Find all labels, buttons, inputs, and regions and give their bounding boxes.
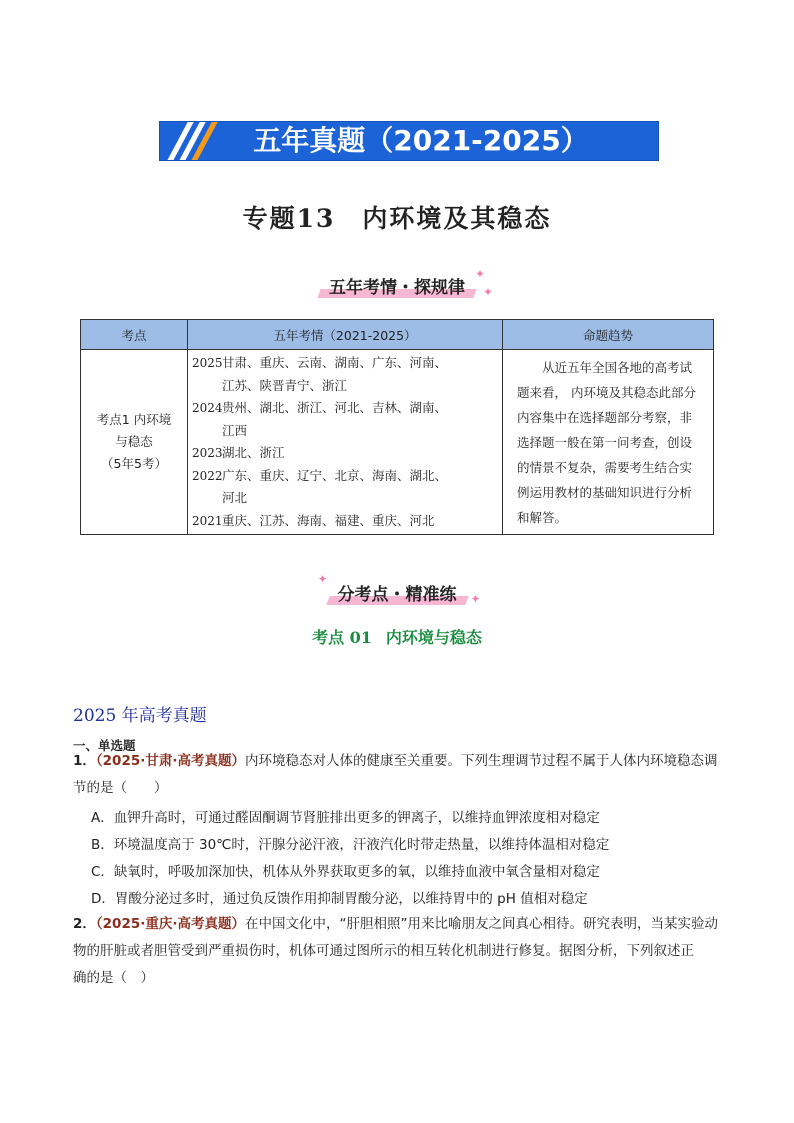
year-row [192, 465, 498, 510]
table-header: 考点 [81, 320, 188, 350]
province-line: 重庆、江苏、海南、福建、重庆、河北 [222, 512, 435, 528]
year-row [192, 442, 498, 465]
trend-cell [503, 350, 714, 535]
province-line: 河北 [222, 490, 248, 505]
question-stem: 节的是（ ） [73, 780, 168, 796]
banner-title: 五年真题（2021-2025） [253, 124, 589, 157]
kaodian-cell [81, 350, 188, 535]
kaodian-line: （5年5考） [101, 456, 167, 471]
kaodian-line: 与稳态 [115, 434, 153, 449]
province-line: 江苏、陕晋青宁、浙江 [222, 377, 348, 393]
year-row [192, 352, 498, 397]
kaodian-heading [0, 625, 794, 648]
option-d: D．胃酸分泌过多时，通过负反馈作用抑制胃酸分泌，以维持胃中的 pH 值相对稳定 [91, 891, 588, 907]
kaodian-name: 内环境与稳态 [385, 628, 482, 647]
table-header: 五年考情（2021-2025） [188, 320, 503, 350]
year-row [192, 397, 498, 442]
question-number: 1． [73, 753, 96, 769]
question-1 [73, 748, 723, 802]
question-number: 2． [73, 916, 96, 932]
trend-text: 从近五年全国各地的高考试题来看， 内环境及其稳态此部分内容集中在选择题部分考察，非选择题一般在第一问考查，创设的情景不复杂，需要考生结合实例运用教材的基础知识进行分析和解答。 [517, 359, 696, 525]
topic-title: 专题13 内环境及其稳态 [242, 204, 552, 233]
section-heading-text: 分考点・精准练 [337, 585, 457, 605]
question-stem: 在中国文化中，“肝胆相照”用来比喻朋友之间真心相待。研究表明，当某实验动 [245, 916, 718, 932]
question-2 [73, 911, 723, 992]
sparkle-icon: ✦ [474, 267, 485, 281]
question-stem: 物的肝脏或者胆管受到严重损伤时，机体可通过图所示的相互转化机制进行修复。据图分析，下列叙述正 [73, 943, 694, 959]
year-label: 2025 [192, 356, 223, 370]
province-line: 江西 [222, 422, 248, 438]
province-line: 甘肃、重庆、云南、湖南、广东、河南、 [222, 355, 448, 370]
province-line: 贵州、湖北、浙江、河北、吉林、湖南、 [222, 400, 448, 415]
year-label: 2022 [192, 468, 223, 483]
sparkle-icon: ✦ [470, 592, 481, 606]
year-label: 2024 [192, 401, 223, 415]
province-line: 湖北、浙江 [222, 445, 285, 460]
kaodian-line: 考点1 内环境 [96, 412, 172, 427]
question-stem: 确的是（ ） [73, 970, 154, 986]
province-list [222, 397, 498, 442]
province-list [222, 442, 498, 465]
sparkle-icon: ✦ [317, 572, 328, 586]
province-list [222, 510, 498, 533]
question-source-tag: （2025·重庆·高考真题） [95, 916, 245, 932]
province-line: 广东、重庆、辽宁、北京、海南、湖北、 [222, 467, 448, 483]
province-list [222, 352, 498, 397]
table-header: 命题趋势 [503, 320, 714, 350]
year-label: 2023 [192, 446, 223, 460]
title-banner [159, 121, 659, 161]
question-source-tag: （2025·甘肃·高考真题） [95, 753, 245, 769]
section-heading-practice [0, 572, 794, 606]
section-heading-trends [0, 267, 794, 299]
province-list [222, 465, 498, 510]
kaodian-code: 考点 01 [312, 628, 372, 647]
year-heading: 2025 年高考真题 [73, 706, 207, 726]
option-a: A．血钾升高时，可通过醛固酮调节肾脏排出更多的钾离子，以维持血钾浓度相对稳定 [91, 810, 600, 826]
sparkle-icon: ✦ [482, 285, 493, 299]
section-heading-text: 五年考情・探规律 [329, 278, 465, 298]
option-b: B．环境温度高于 30℃时，汗腺分泌汗液，汗液汽化时带走热量，以维持体温相对稳定 [91, 837, 610, 853]
question-type-heading: 一、单选题 [73, 738, 136, 753]
exam-trends-table [80, 319, 714, 535]
year-label: 2021 [192, 513, 223, 528]
years-cell [188, 350, 503, 535]
option-c: C．缺氧时，呼吸加深加快，机体从外界获取更多的氧，以维持血液中氧含量相对稳定 [91, 864, 600, 880]
question-stem: 内环境稳态对人体的健康至关重要。下列生理调节过程不属于人体内环境稳态调 [245, 753, 718, 769]
year-row [192, 510, 498, 533]
